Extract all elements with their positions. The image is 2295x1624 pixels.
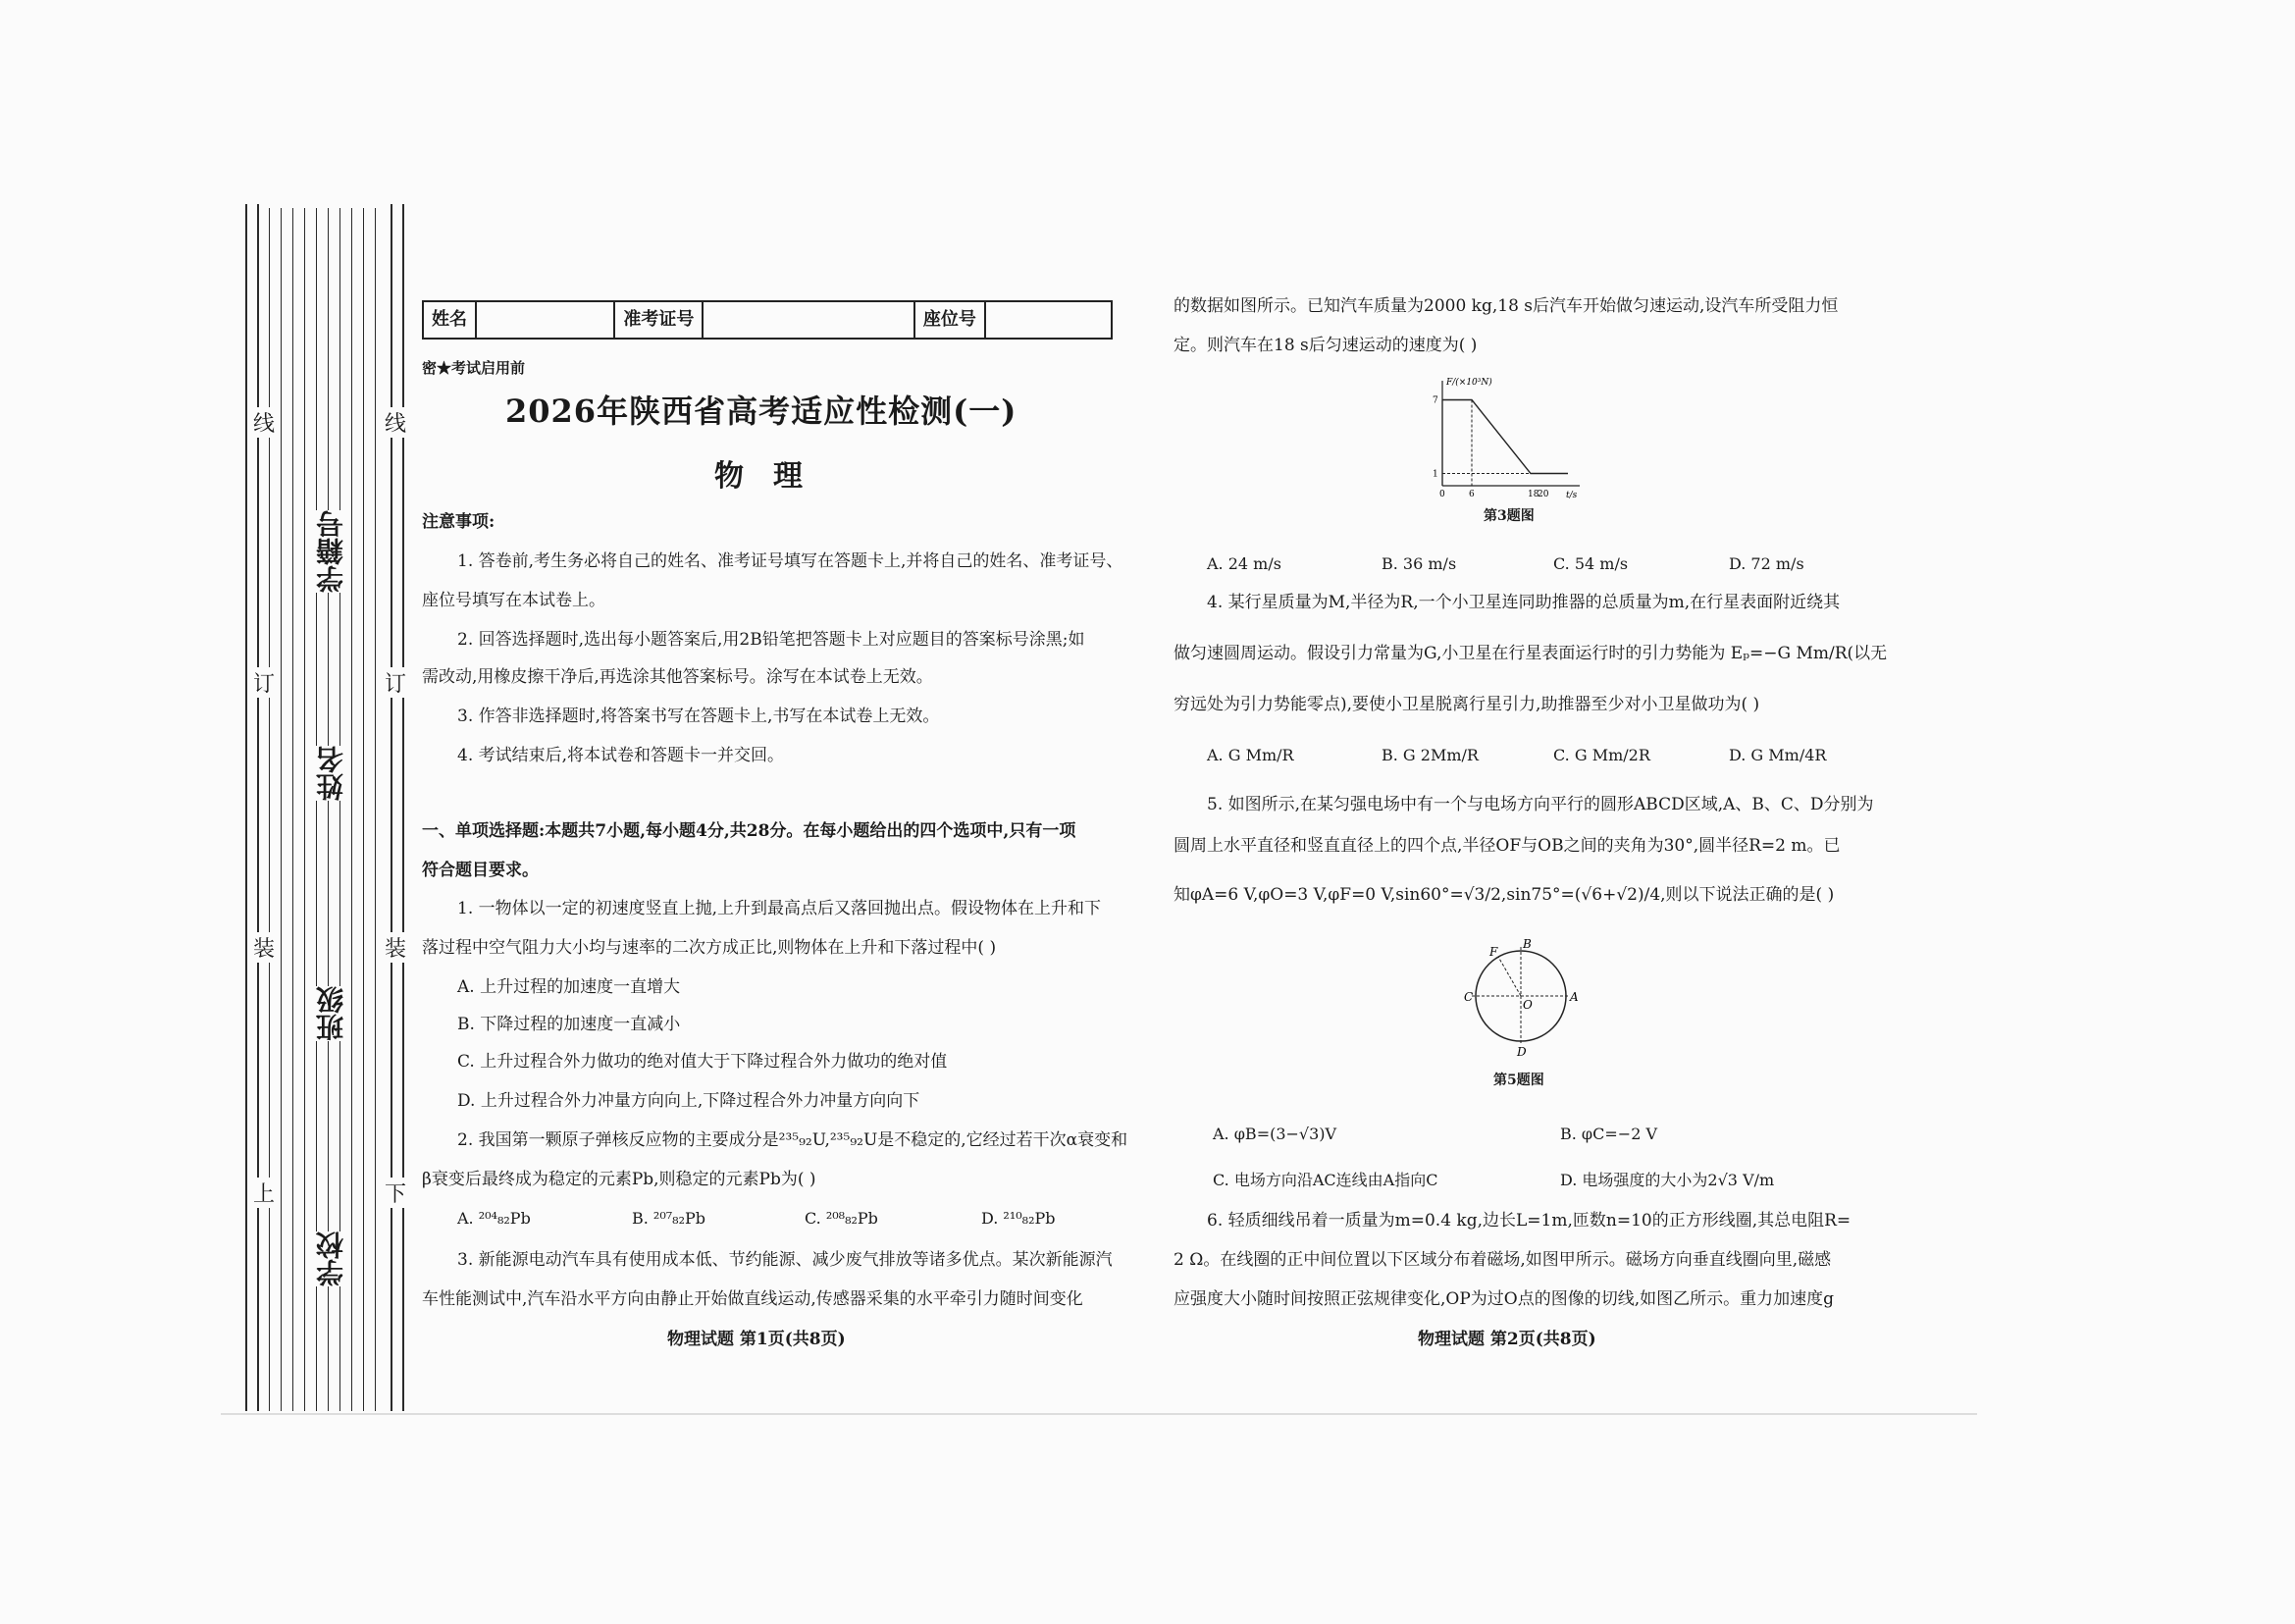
field-school: 学校 — [312, 1231, 351, 1286]
question-text: 穷远处为引力势能零点),要使小卫星脱离行星引力,助推器至少对小卫星做功为( ) — [1174, 695, 1760, 714]
notice-heading: 注意事项: — [422, 512, 496, 532]
question-text: 3. 新能源电动汽车具有使用成本低、节约能源、减少废气排放等诸多优点。某次新能源汽 — [457, 1250, 1113, 1270]
margin-char: 线 — [253, 407, 275, 438]
fig3-y-tick: 7 — [1433, 395, 1438, 406]
candidate-info-box — [422, 300, 1113, 340]
margin-char: 订 — [253, 667, 275, 698]
option: D. ²¹⁰₈₂Pb — [981, 1209, 1056, 1228]
option: A. 上升过程的加速度一直增大 — [457, 977, 681, 997]
option: C. 电场方向沿AC连线由A指向C — [1213, 1171, 1438, 1189]
fig5-label-d: D — [1517, 1045, 1527, 1059]
question-text: 做匀速圆周运动。假设引力常量为G,小卫星在行星表面运行时的引力势能为 Eₚ=−G Mm/R(以无 — [1174, 644, 1888, 663]
fig3-x-label: t/s — [1566, 491, 1578, 500]
option: A. 24 m/s — [1207, 554, 1281, 573]
fig3-x-tick: 18 — [1528, 490, 1539, 499]
question-text: 4. 某行星质量为M,半径为R,一个小卫星连同助推器的总质量为m,在行星表面附近绕其 — [1207, 593, 1841, 612]
fig5-radius-of — [1498, 957, 1521, 996]
seat-input[interactable] — [986, 302, 1111, 338]
field-class: 班级 — [312, 986, 351, 1041]
margin-line — [391, 204, 392, 1411]
scan-edge — [221, 1413, 1977, 1415]
fig5-label-c: C — [1464, 990, 1474, 1004]
question-text: 6. 轻质细线吊着一质量为m=0.4 kg,边长L=1m,匝数n=10的正方形线圈,其总电阻R= — [1207, 1211, 1852, 1231]
option: C. G Mm/2R — [1553, 746, 1650, 764]
notice-line: 需改动,用橡皮擦干净后,再选涂其他答案标号。涂写在本试卷上无效。 — [422, 667, 933, 687]
fig3-x-tick: 20 — [1538, 490, 1549, 499]
margin-char: 线 — [385, 407, 406, 438]
name-label: 姓名 — [424, 302, 477, 338]
section-heading: 符合题目要求。 — [422, 861, 539, 880]
question-text: 定。则汽车在18 s后匀速运动的速度为( ) — [1174, 336, 1478, 355]
option: A. ²⁰⁴₈₂Pb — [457, 1209, 531, 1228]
fig3-x-tick: 0 — [1439, 490, 1445, 499]
fig3-series-line — [1442, 400, 1568, 474]
question-text: 2. 我国第一颗原子弹核反应物的主要成分是²³⁵₉₂U,²³⁵₉₂U是不稳定的,它经过若干次α衰变和 — [457, 1130, 1128, 1150]
question-text: 知φA=6 V,φO=3 V,φF=0 V,sin60°=√3/2,sin75°=(√6+√2)/4,则以下说法正确的是( ) — [1174, 885, 1835, 905]
fig3-y-label: F/(×10³N) — [1446, 378, 1492, 388]
question-text: 应强度大小随时间按照正弦规律变化,OP为过O点的图像的切线,如图乙所示。重力加速度g — [1174, 1289, 1835, 1309]
margin-char: 下 — [385, 1178, 406, 1208]
field-name: 姓名 — [312, 746, 351, 801]
notice-line: 3. 作答非选择题时,将答案书写在答题卡上,书写在本试卷上无效。 — [457, 707, 940, 726]
option: B. G 2Mm/R — [1382, 746, 1479, 764]
option: C. 上升过程合外力做功的绝对值大于下降过程合外力做功的绝对值 — [457, 1052, 948, 1072]
option: D. G Mm/4R — [1729, 746, 1827, 764]
margin-char: 装 — [385, 932, 406, 963]
option: D. 电场强度的大小为2√3 V/m — [1560, 1171, 1775, 1189]
name-input[interactable] — [477, 302, 615, 338]
question-text: 车性能测试中,汽车沿水平方向由静止开始做直线运动,传感器采集的水平牵引力随时间变化 — [422, 1289, 1083, 1309]
margin-line — [257, 204, 259, 1411]
option: D. 72 m/s — [1729, 554, 1804, 573]
field-student-id: 学籍号 — [312, 510, 351, 593]
margin-char: 上 — [253, 1178, 275, 1208]
option: A. G Mm/R — [1207, 746, 1294, 764]
question-text: 圆周上水平直径和竖直直径上的四个点,半径OF与OB之间的夹角为30°,圆半径R=2 m。已 — [1174, 836, 1841, 856]
ticket-label: 准考证号 — [615, 302, 704, 338]
margin-line — [363, 208, 364, 1411]
notice-line: 4. 考试结束后,将本试卷和答题卡一并交回。 — [457, 746, 785, 765]
page-footer: 物理试题 第2页(共8页) — [1418, 1330, 1596, 1349]
margin-line — [269, 208, 270, 1411]
notice-line: 座位号填写在本试卷上。 — [422, 591, 605, 610]
margin-line — [281, 208, 282, 1411]
question-text: 的数据如图所示。已知汽车质量为2000 kg,18 s后汽车开始做匀速运动,设汽车所受阻力恒 — [1174, 296, 1839, 316]
option: A. φB=(3−√3)V — [1213, 1125, 1337, 1143]
option: C. ²⁰⁸₈₂Pb — [805, 1209, 878, 1228]
margin-line — [351, 208, 352, 1411]
question-text: 落过程中空气阻力大小均与速率的二次方成正比,则物体在上升和下落过程中( ) — [422, 938, 997, 958]
fig3-caption: 第3题图 — [1484, 508, 1535, 524]
option: C. 54 m/s — [1553, 554, 1629, 573]
fig5-label-a: A — [1570, 990, 1579, 1004]
question-text: 5. 如图所示,在某匀强电场中有一个与电场方向平行的圆形ABCD区域,A、B、C、D分别为 — [1207, 795, 1874, 814]
question-text: 1. 一物体以一定的初速度竖直上抛,上升到最高点后又落回抛出点。假设物体在上升和下 — [457, 899, 1102, 918]
fig3-x-tick: 6 — [1469, 490, 1475, 499]
fig5-label-f: F — [1489, 945, 1498, 959]
section-heading: 一、单项选择题:本题共7小题,每小题4分,共28分。在每小题给出的四个选项中,只有一项 — [422, 821, 1076, 841]
question-text: β衰变后最终成为稳定的元素Pb,则稳定的元素Pb为( ) — [422, 1170, 816, 1189]
notice-line: 1. 答卷前,考生务必将自己的姓名、准考证号填写在答题卡上,并将自己的姓名、准考证号、 — [457, 551, 1123, 571]
margin-char: 装 — [253, 932, 275, 963]
fig3-y-tick: 1 — [1433, 469, 1438, 480]
margin-line — [245, 204, 247, 1411]
option: B. ²⁰⁷₈₂Pb — [632, 1209, 706, 1228]
margin-line — [292, 208, 293, 1411]
fig5-diagram — [1452, 932, 1590, 1060]
margin-char: 订 — [385, 667, 406, 698]
option: D. 上升过程合外力冲量方向向上,下降过程合外力冲量方向向下 — [457, 1091, 920, 1111]
ticket-input[interactable] — [704, 302, 914, 338]
subject-title: 物理 — [714, 459, 832, 494]
option: B. φC=−2 V — [1560, 1125, 1658, 1143]
fig5-label-o: O — [1523, 998, 1533, 1012]
page-title: 2026年陕西省高考适应性检测(一) — [505, 393, 1017, 430]
question-text: 2 Ω。在线圈的正中间位置以下区域分布着磁场,如图甲所示。磁场方向垂直线圈向里,磁感 — [1174, 1250, 1832, 1270]
secret-mark: 密★考试启用前 — [422, 359, 526, 377]
option: B. 下降过程的加速度一直减小 — [457, 1015, 681, 1034]
margin-line — [375, 208, 376, 1411]
fig5-label-b: B — [1523, 937, 1532, 951]
margin-line — [304, 208, 305, 1411]
page-footer: 物理试题 第1页(共8页) — [667, 1330, 846, 1349]
option: B. 36 m/s — [1382, 554, 1457, 573]
fig3-chart — [1413, 373, 1599, 500]
margin-line — [402, 204, 404, 1411]
seat-label: 座位号 — [915, 302, 986, 338]
fig5-caption: 第5题图 — [1493, 1073, 1544, 1088]
notice-line: 2. 回答选择题时,选出每小题答案后,用2B铅笔把答题卡上对应题目的答案标号涂黑;如 — [457, 630, 1085, 650]
